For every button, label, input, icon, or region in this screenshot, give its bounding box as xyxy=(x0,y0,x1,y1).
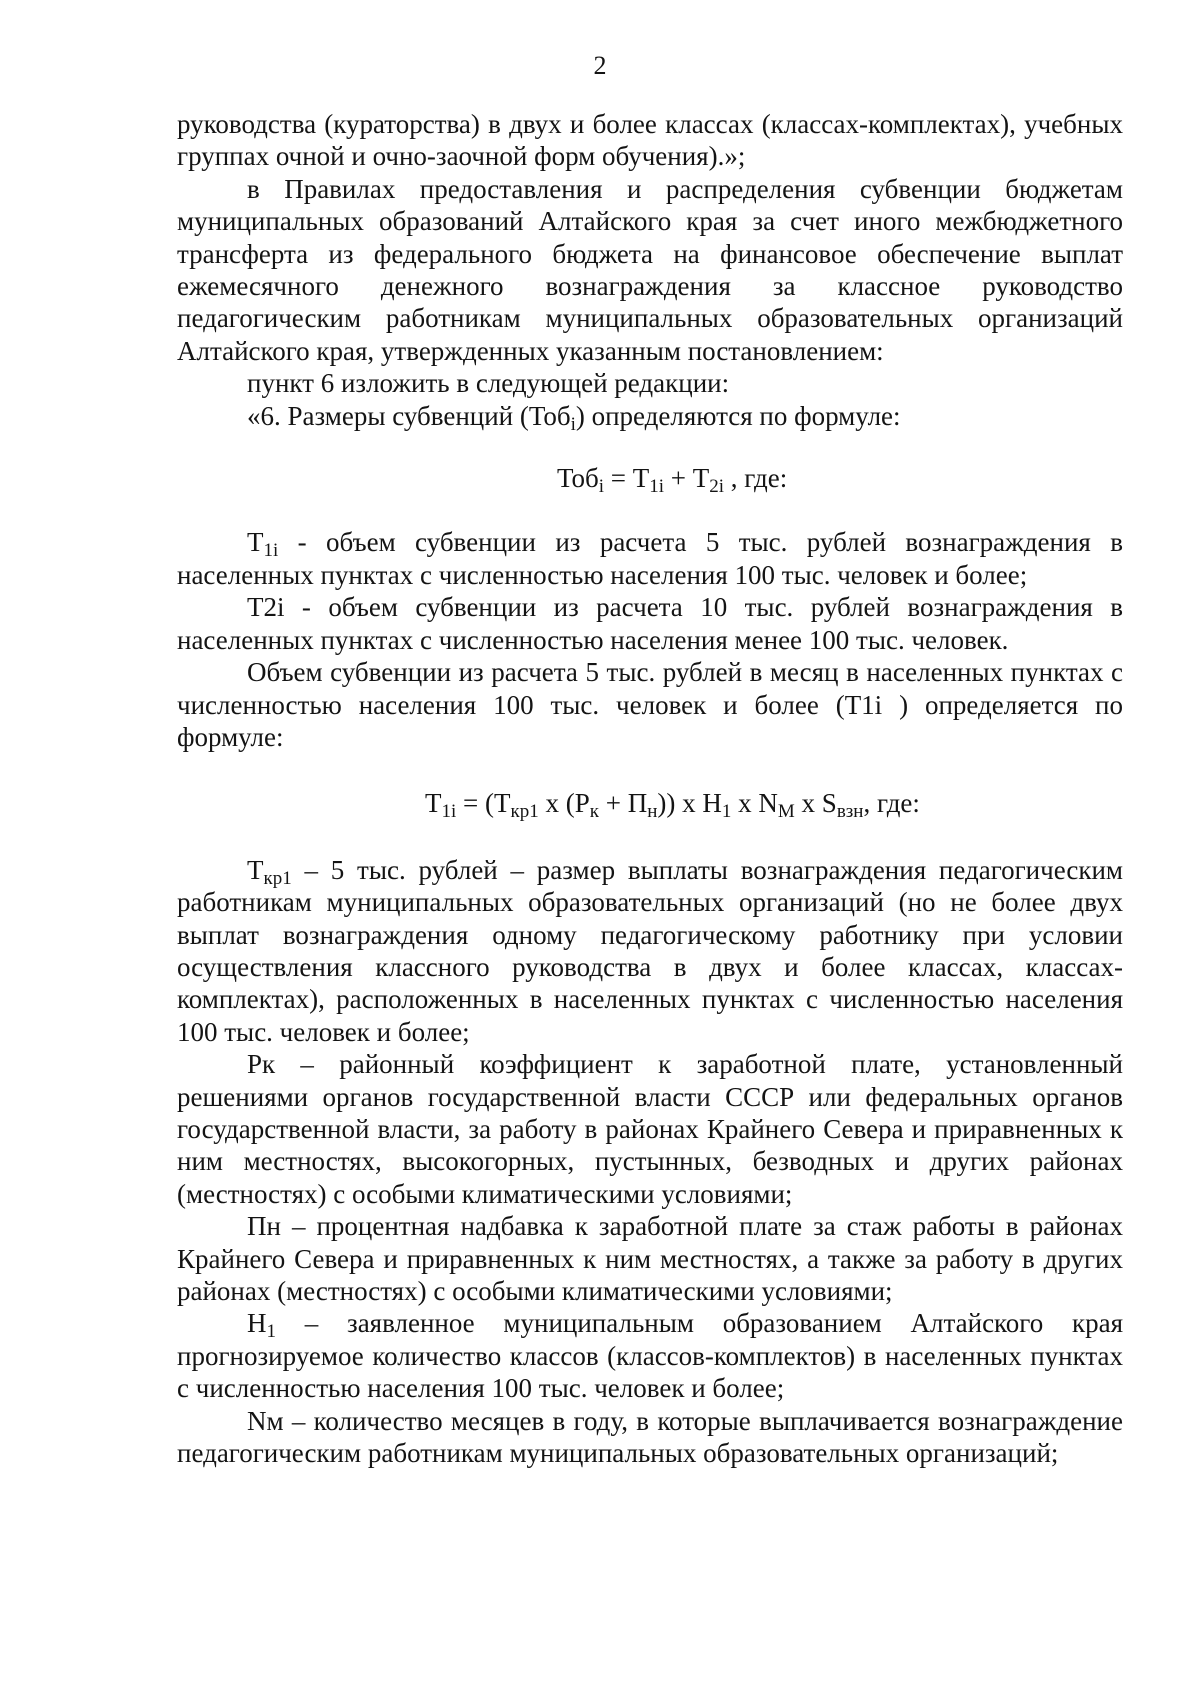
definition-t1: $Т_{1i}$ - объем субвенции из расчета 5 тыс. рублей вознаграждения в населенных пунктах с численностью населения 100 тыс. человек и более; xyxy=(177,527,1123,590)
document-body xyxy=(177,108,1123,1469)
definition-t2: Т2i - объем субвенции из расчета 10 тыс. рублей вознаграждения в населенных пунктах с численностью населения менее 100 тыс. человек. xyxy=(177,592,1123,655)
paragraph-rules-amendment: в Правилах предоставления и распределения субвенции бюджетам муниципальных образований Алтайского края за счет иного межбюджетного трансферта из федерального бюджета на финансовое обеспечение выплат ежемесячного денежного вознаграждения за классное руководство педагогическим работникам муниципальных образовательных организаций Алтайского края, утвержденных указанным постановлением: xyxy=(177,173,1123,366)
definition-pn: Пн – процентная надбавка к заработной плате за стаж работы в районах Крайнего Севера и приравненных к ним местностях, а также за работу в других районах (местностях) с особыми климатическими условиями; xyxy=(177,1211,1123,1306)
definition-h1: $Н_1$ – заявленное муниципальным образованием Алтайского края прогнозируемое количество классов (классов-комплектов) в населенных пунктах с численностью населения 100 тыс. человек и более; xyxy=(177,1308,1123,1404)
paragraph-continuation: руководства (кураторства) в двух и более классах (классах-комплектах), учебных группах очной и очно-заочной форм обучения).»; xyxy=(177,109,1123,172)
paragraph-point-6: пункт 6 изложить в следующей редакции: xyxy=(247,368,730,399)
paragraph-t1-volume: Объем субвенции из расчета 5 тыс. рублей в месяц в населенных пунктах с численностью населения 100 тыс. человек и более (Т1i ) определяется по формуле: xyxy=(177,657,1123,752)
paragraph-subvention-sizes: «6. Размеры субвенций (Тоб$_i$) определяются по формуле: xyxy=(247,400,901,435)
page-number: 2 xyxy=(593,51,607,80)
definition-rk: Рк – районный коэффициент к заработной плате, установленный решениями органов государственной власти СССР или федеральных органов государственной власти, за работу в районах Крайнего Севера и приравненных к ним местностях, высокогорных, пустынных, безводных и других районах (местностях) с особыми климатическими условиями; xyxy=(177,1049,1123,1209)
definition-nm: Nм – количество месяцев в году, в которые выплачивается вознаграждение педагогическим работникам муниципальных образовательных организаций; xyxy=(177,1405,1123,1469)
formula-total-subvention: $Тоб_i = Т_{1i} + Т_{2i}$ , где: xyxy=(557,463,788,498)
formula-t1: $Т_{1i} = (Т_{кр1}$ х $(Р_к + П_н)$) х $Н_1$ х $N_М$ х $S_{взн}$, где: xyxy=(425,788,920,823)
definition-tkr1: $Т_{кр1} - 5$ тыс. рублей – размер выплаты вознаграждения педагогическим работникам муниципальных образовательных организаций (но не более двух выплат вознаграждения одному педагогическому работнику при условии осуществления классного руководства в двух и более классах, классах-комплектах), расположенных в населенных пунктах с численностью населения 100 тыс. человек и более; xyxy=(177,854,1123,1047)
